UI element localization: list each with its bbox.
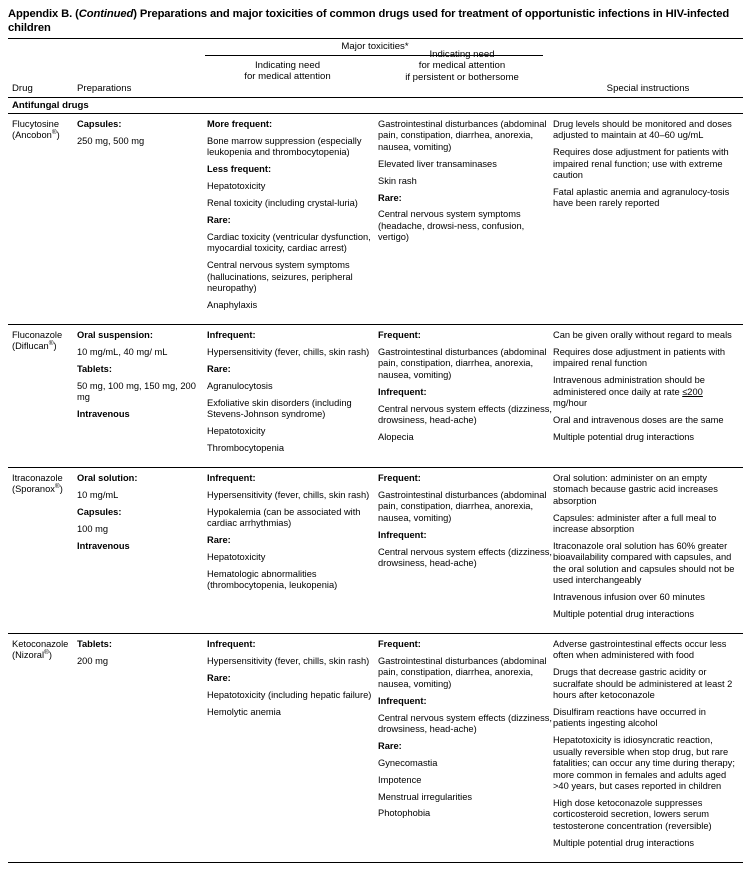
cell-text: Multiple potential drug interactions [553, 609, 695, 620]
cell-text: Drug levels should be monitored and doses adjusted to maintain at 40–60 ug/mL [553, 119, 732, 141]
drug-brand-name: (Sporanox®) [12, 483, 63, 495]
toxicity-persistent-cell [378, 473, 553, 569]
drug-name-cell [12, 119, 77, 142]
cell-subheading: Capsules: [77, 506, 122, 517]
cell-text: Central nervous system symptoms (hallucinations, seizures, peripheral neuropathy) [207, 260, 353, 293]
toxicity-attention-cell [207, 330, 378, 454]
cell-text: Thrombocytopenia [207, 442, 284, 453]
cell-text: Hepatotoxicity [207, 181, 266, 192]
table-header [0, 39, 749, 97]
cell-text: Hemolytic anemia [207, 706, 281, 717]
cell-text: High dose ketoconazole suppresses corticosteroid secretion, lowers serum testosterone concentration (reversible) [553, 797, 712, 831]
drug-name-cell [12, 639, 77, 662]
column-header-drug: Drug [12, 83, 33, 94]
cell-text: Oral and intravenous doses are the same [553, 414, 724, 425]
drug-generic-name: Ketoconazole [12, 639, 69, 649]
cell-subheading: Infrequent: [378, 529, 427, 540]
cell-subheading: Infrequent: [378, 695, 427, 706]
preparations-cell [77, 639, 207, 667]
cell-text: Agranulocytosis [207, 380, 273, 391]
table-row [0, 468, 749, 633]
preparations-cell [77, 330, 207, 426]
cell-text: Skin rash [378, 175, 417, 186]
cell-text: Cardiac toxicity (ventricular dysfunction, myocardial toxicity, cardiac arrest) [207, 231, 371, 254]
cell-subheading: Rare: [207, 214, 231, 225]
preparations-cell [77, 473, 207, 558]
preparations-cell [77, 119, 207, 147]
cell-text: Multiple potential drug interactions [553, 837, 695, 848]
cell-text: Anaphylaxis [207, 299, 258, 310]
cell-subheading: Rare: [378, 192, 402, 203]
special-instructions-cell [553, 473, 743, 620]
cell-text: Gynecomastia [378, 757, 438, 768]
row-separator-rule [8, 862, 743, 863]
registered-trademark-icon: ® [51, 129, 57, 137]
cell-text: Impotence [378, 774, 422, 785]
cell-text: Gastrointestinal disturbances (abdominal pain, constipation, diarrhea, anorexia, nausea, vomiting) [378, 489, 547, 523]
cell-subheading: Less frequent: [207, 164, 272, 175]
cell-text: Hepatotoxicity is idiosyncratic reaction, usually reversible when stop drug, but rare fatalities; can occur any time during therapy; more common in females and adults aged >40 years, but cases reported in children [553, 735, 735, 791]
drug-name-cell [12, 330, 77, 353]
cell-subheading: Frequent: [378, 473, 421, 483]
cell-text: Hepatotoxicity [207, 552, 266, 563]
cell-text: Adverse gastrointestinal effects occur less often when administered with food [553, 639, 727, 661]
cell-text: Hepatotoxicity (including hepatic failure) [207, 689, 372, 700]
cell-text: Itraconazole oral solution has 60% greater bioavailability compared with capsules, and the oral solution and capsules should not be used interchangeably [553, 541, 735, 586]
column-header-indicating-need-persistent: Indicating need for medical attention if persistent or bothersome [405, 49, 519, 83]
registered-trademark-icon: ® [48, 340, 54, 348]
registered-trademark-icon: ® [44, 649, 49, 657]
cell-subheading: Rare: [378, 740, 402, 751]
cell-subheading: Tablets: [77, 639, 112, 649]
cell-text: Exfoliative skin disorders (including Stevens-Johnson syndrome) [207, 397, 352, 420]
column-header-preparations: Preparations [77, 83, 132, 94]
cell-subheading: Rare: [207, 363, 231, 374]
toxicity-attention-cell [207, 119, 378, 311]
cell-text: Disulfiram reactions have occurred in patients ingesting alcohol [553, 707, 706, 729]
cell-text: 10 mg/mL, 40 mg/ mL [77, 346, 168, 357]
drug-brand-name: (Nizoral®) [12, 649, 52, 661]
cell-text: Menstrual irregularities [378, 791, 473, 802]
cell-subheading: Capsules: [77, 119, 122, 129]
column-header-special-instructions: Special instructions [606, 83, 690, 94]
cell-text: Fatal aplastic anemia and agranulocy-tosis have been rarely reported [553, 187, 730, 209]
drug-generic-name: Flucytosine [12, 119, 60, 129]
toxicity-attention-cell [207, 639, 378, 718]
cell-text: 10 mg/mL [77, 489, 119, 500]
drug-name-cell [12, 473, 77, 496]
title-prefix: Appendix B. ( [8, 8, 79, 20]
cell-text: Renal toxicity (including crystal-luria) [207, 198, 358, 209]
cell-text: Requires dose adjustment in patients with impaired renal function [553, 346, 726, 369]
underlined-value: ≤200 [682, 386, 703, 397]
toxicity-persistent-cell [378, 639, 553, 820]
drug-generic-name: Itraconazole [12, 473, 63, 483]
cell-text: Hypokalemia (can be associated with cardiac arrhythmias) [207, 506, 361, 529]
special-instructions-cell [553, 330, 743, 443]
drug-brand-name: (Diflucan®) [12, 340, 57, 352]
title-suffix: ) Preparations and major toxicities of common drugs used for treatment of opportunistic infections in HIV-infected children [8, 8, 730, 34]
cell-text: Hypersensitivity (fever, chills, skin rash) [207, 346, 370, 357]
cell-text: Central nervous system effects (dizziness, drowsiness, head-ache) [378, 712, 552, 734]
cell-text: 200 mg [77, 655, 109, 666]
cell-text: Hypersensitivity (fever, chills, skin rash) [207, 489, 370, 500]
cell-subheading: Oral solution: [77, 473, 138, 483]
cell-text: 50 mg, 100 mg, 150 mg, 200 mg [77, 380, 196, 403]
special-instructions-cell [553, 119, 743, 210]
cell-text: Central nervous system effects (dizziness, drowsiness, head-ache) [378, 546, 552, 568]
table-row [0, 325, 749, 467]
cell-text: Bone marrow suppression (especially leukopenia and thrombocytopenia) [207, 135, 362, 158]
special-instructions-cell [553, 639, 743, 849]
cell-text: Gastrointestinal disturbances (abdominal pain, constipation, diarrhea, anorexia, nausea, vomiting) [378, 119, 547, 152]
cell-subheading: More frequent: [207, 119, 273, 129]
section-heading-row: Antifungal drugs [12, 100, 89, 111]
drug-brand-name: (Ancobon®) [12, 129, 60, 141]
cell-text: 250 mg, 500 mg [77, 135, 145, 146]
cell-text: Gastrointestinal disturbances (abdominal pain, constipation, diarrhea, anorexia, nausea, vomiting) [378, 655, 547, 689]
cell-subheading: Tablets: [77, 363, 112, 374]
cell-subheading: Rare: [207, 535, 231, 546]
cell-text: Oral solution: administer on an empty stomach because gastric acid increases absorption [553, 473, 718, 506]
cell-text: Intravenous infusion over 60 minutes [553, 592, 705, 603]
drug-generic-name: Fluconazole [12, 330, 63, 340]
cell-subheading: Frequent: [378, 639, 421, 649]
cell-subheading: Infrequent: [378, 386, 427, 397]
cell-subheading: Infrequent: [207, 473, 256, 483]
cell-text: 100 mg [77, 523, 109, 534]
cell-subheading: Intravenous [77, 409, 130, 420]
cell-text: Capsules: administer after a full meal to increase absorption [553, 512, 717, 535]
table-body [0, 98, 749, 863]
cell-text: Central nervous system symptoms (headache, drowsi-ness, confusion, vertigo) [378, 209, 525, 243]
toxicity-persistent-cell [378, 330, 553, 443]
cell-text: Hepatotoxicity [207, 425, 266, 436]
cell-subheading: Infrequent: [207, 330, 256, 340]
toxicity-attention-cell [207, 473, 378, 592]
cell-subheading: Intravenous [77, 540, 130, 551]
cell-text: Hematologic abnormalities (thrombocytopenia, leukopenia) [207, 568, 338, 591]
title-continued-italic: Continued [78, 8, 134, 20]
cell-text: Intravenous administration should be administered once daily at rate ≤200 mg/hour [553, 375, 705, 409]
registered-trademark-icon: ® [54, 483, 60, 491]
cell-text: Alopecia [378, 431, 414, 442]
cell-text: Drugs that decrease gastric acidity or sucralfate should be administered at least 2 hours after ketoconazole [553, 667, 733, 701]
cell-text: Requires dose adjustment for patients with impaired renal function; use with extreme caution [553, 147, 729, 181]
cell-subheading: Rare: [207, 672, 231, 683]
major-toxicities-span-header: Major toxicities* [341, 41, 409, 52]
cell-text: Hypersensitivity (fever, chills, skin rash) [207, 655, 370, 666]
cell-text: Can be given orally without regard to meals [553, 330, 732, 340]
cell-subheading: Oral suspension: [77, 330, 153, 340]
cell-text: Gastrointestinal disturbances (abdominal pain, constipation, diarrhea, anorexia, nausea, vomiting) [378, 346, 547, 380]
cell-subheading: Infrequent: [207, 639, 256, 649]
cell-subheading: Frequent: [378, 330, 421, 340]
cell-text: Elevated liver transaminases [378, 158, 497, 169]
table-row [0, 634, 749, 862]
toxicity-persistent-cell [378, 119, 553, 244]
cell-text: Multiple potential drug interactions [553, 431, 695, 442]
table-row [0, 114, 749, 324]
cell-text: Central nervous system effects (dizziness, drowsiness, head-ache) [378, 403, 552, 425]
column-header-indicating-need-medical-attention: Indicating need for medical attention [244, 60, 331, 83]
page-title [0, 0, 749, 38]
cell-text: Photophobia [378, 808, 431, 819]
